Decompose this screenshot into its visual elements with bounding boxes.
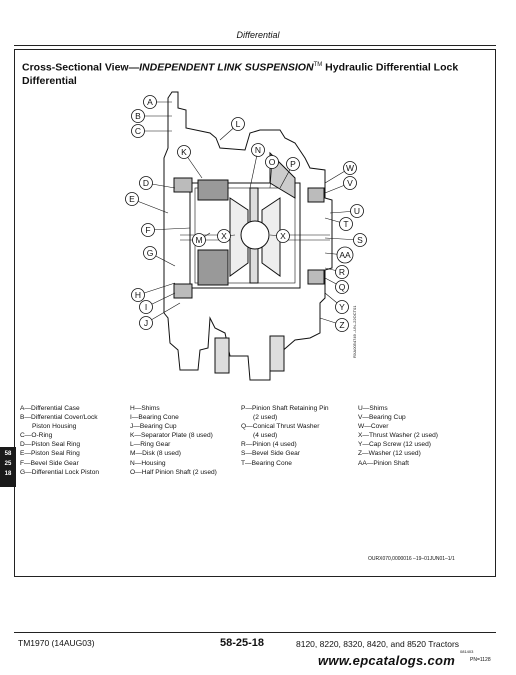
legend-entry: (4 used) [253, 432, 278, 440]
callout-label: M [195, 235, 203, 245]
callout-u [330, 205, 364, 218]
title-tm: TM [313, 62, 323, 68]
callout-n [250, 144, 265, 189]
callout-label: N [254, 145, 262, 155]
title-suffix: Hydraulic Differential Lock [322, 61, 459, 74]
callout-label: H [134, 290, 142, 300]
legend-entry: D—Piston Seal Ring [20, 441, 81, 449]
callout-label: A [147, 97, 153, 107]
footer-manual-id: TM1970 (14AUG03) [18, 638, 95, 648]
legend-entry: B—Differential Cover/Lock [20, 414, 98, 422]
legend-col-2 [130, 404, 217, 477]
callout-label: Y [339, 302, 345, 312]
callout-y [325, 293, 349, 314]
callout-label: O [268, 157, 276, 167]
legend-entry: W—Cover [358, 423, 389, 431]
callout-v [325, 177, 357, 194]
callout-label: AA [339, 250, 351, 260]
callout-b [132, 110, 173, 123]
callout-label: Q [338, 282, 346, 292]
callout-label: C [134, 126, 142, 136]
callout-label: X [280, 231, 286, 241]
vertical-code: RXA0054749 –UN–22OCT01 [352, 305, 357, 358]
legend-entry: L—Ring Gear [130, 441, 171, 449]
legend-entry: S—Bevel Side Gear [241, 450, 301, 458]
callout-label: F [145, 225, 151, 235]
legend-col-3 [241, 404, 329, 477]
callout-label: K [181, 147, 187, 157]
title-prefix: Cross-Sectional View— [22, 61, 140, 74]
legend-entry: F—Bevel Side Gear [20, 459, 79, 467]
callout-label: R [338, 267, 346, 277]
callout-label: W [345, 163, 355, 173]
legend-entry: Z—Washer (12 used) [358, 450, 421, 458]
callout-label: I [144, 302, 148, 312]
legend-entry: P—Pinion Shaft Retaining Pin [241, 405, 329, 412]
callout-label: G [146, 248, 154, 258]
legend-col-1 [20, 404, 99, 477]
reference-code: OURX070,0000016 –19–01JUN01–1/1 [368, 556, 455, 562]
side-tab-line3: 18 [4, 471, 12, 477]
title-line2: Differential [22, 74, 77, 87]
callout-label: S [357, 235, 363, 245]
legend-entry: M—Disk (8 used) [130, 450, 181, 458]
callout-label: L [235, 119, 241, 129]
legend-entry: (2 used) [253, 414, 278, 422]
section-title [22, 59, 482, 88]
callout-label: J [143, 318, 149, 328]
footer-pn: PN=1128 [470, 657, 491, 663]
legend-entry: Piston Housing [32, 423, 77, 431]
legend-entry: X—Thrust Washer (2 used) [358, 432, 439, 440]
section-side-tab [0, 447, 16, 487]
legend-entry: T—Bearing Cone [241, 459, 292, 467]
legend-entry: U—Shims [358, 405, 388, 412]
legend-entry: K—Separator Plate (8 used) [130, 432, 213, 440]
header-rule [14, 45, 496, 46]
cross-section-diagram [120, 88, 370, 398]
footer-models: 8120, 8220, 8320, 8420, and 8520 Tractors [296, 639, 460, 649]
side-tab-line2: 25 [4, 461, 12, 467]
callout-t [325, 218, 353, 231]
callout-q [325, 278, 349, 294]
callout-label: X [221, 231, 227, 241]
callout-label: T [343, 219, 349, 229]
callout-f [142, 224, 191, 237]
callout-label: E [129, 194, 135, 204]
callout-label: V [347, 178, 353, 188]
legend-entry: O—Half Pinion Shaft (2 used) [130, 468, 217, 476]
legend-entry: C—O-Ring [20, 432, 53, 440]
callout-label: D [142, 178, 150, 188]
legend-entry: Q—Conical Thrust Washer [241, 423, 320, 431]
callout-i [140, 293, 176, 314]
legend-entry: Y—Cap Screw (12 used) [358, 441, 431, 449]
legend-entry [358, 468, 438, 477]
callout-aa [325, 247, 353, 263]
legend-entry: H—Shims [130, 405, 160, 412]
callout-label: P [290, 159, 296, 169]
legend-col-4 [358, 404, 438, 477]
callout-s [325, 234, 367, 247]
callout-label: B [135, 111, 141, 121]
callout-r [325, 266, 349, 279]
legend-entry: G—Differential Lock Piston [20, 468, 100, 476]
diagram-drawing [164, 92, 332, 380]
legend-entry: AA—Pinion Shaft [358, 459, 409, 467]
callout-k [178, 146, 203, 179]
footer-rule [14, 632, 496, 633]
watermark-url: www.epcatalogs.com [318, 653, 456, 668]
callout-z [320, 318, 349, 332]
legend-entry: I—Bearing Cone [130, 414, 179, 422]
callout-l [220, 118, 245, 141]
legend-entry: A—Differential Case [20, 405, 80, 412]
legend-entry: V—Bearing Cup [358, 414, 406, 422]
legend-entry: J—Bearing Cup [130, 423, 177, 431]
callout-e [126, 193, 169, 214]
callout-c [132, 125, 173, 138]
callout-h [132, 283, 176, 302]
footer-page-number: 58-25-18 [220, 637, 265, 649]
legend-entry: R—Pinion (4 used) [241, 441, 297, 449]
legend-entry: N—Housing [130, 459, 166, 467]
legend-entry [241, 468, 329, 477]
footer-date-code: 081403 [460, 649, 474, 654]
title-italic: INDEPENDENT LINK SUSPENSION [139, 61, 314, 74]
callout-g [144, 247, 176, 267]
callout-label: U [353, 206, 361, 216]
page-header-title: Differential [236, 30, 280, 40]
side-tab-line1: 58 [4, 451, 12, 457]
legend-entry: E—Piston Seal Ring [20, 450, 80, 458]
callout-label: Z [339, 320, 345, 330]
callout-d [140, 177, 176, 190]
